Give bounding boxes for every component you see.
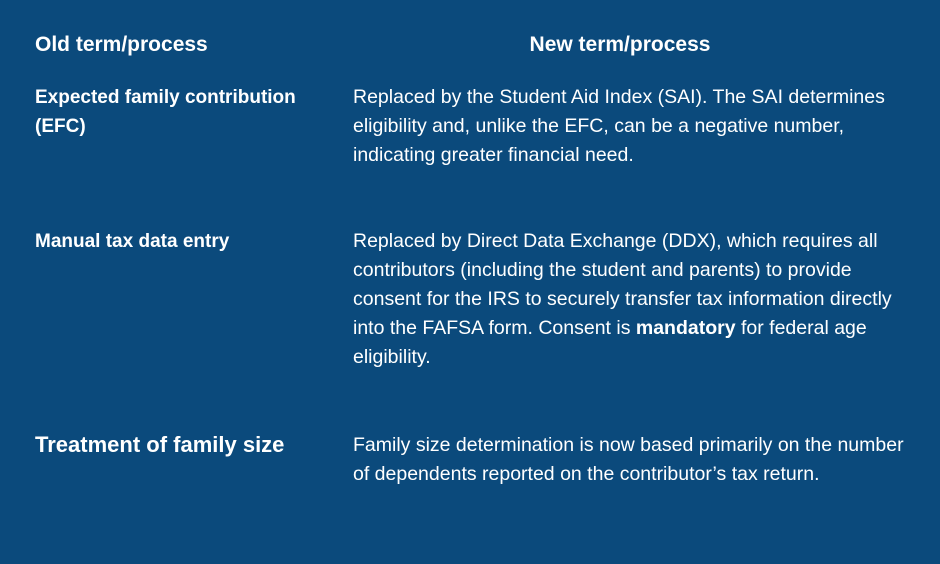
new-term-description: [353, 227, 913, 372]
header-new-term: New term/process: [529, 33, 711, 56]
description-text-end: for federal age eligibility.: [353, 317, 867, 368]
old-term: Treatment of family size: [35, 432, 285, 457]
emphasis-text: mandatory: [635, 317, 736, 339]
new-term-description: [353, 431, 913, 489]
new-term-description: [353, 83, 913, 170]
old-term: Manual tax data entry: [35, 231, 230, 252]
description-text: Family size determination is now based primarily on the number of dependents reported on the contributor’s tax return.: [353, 434, 904, 485]
old-term: Expected family contribution (EFC): [35, 87, 296, 137]
header-old-term: Old term/process: [35, 33, 208, 56]
description-text: Replaced by Direct Data Exchange (DDX), which requires all contributors (including the student and parents) to provide consent for the IRS to securely transfer tax information directly into the FAFSA form. Consent is: [353, 230, 892, 339]
description-text: Replaced by the Student Aid Index (SAI). The SAI determines eligibility and, unlike the EFC, can be a negative number, indicating greater financial need.: [353, 86, 885, 166]
